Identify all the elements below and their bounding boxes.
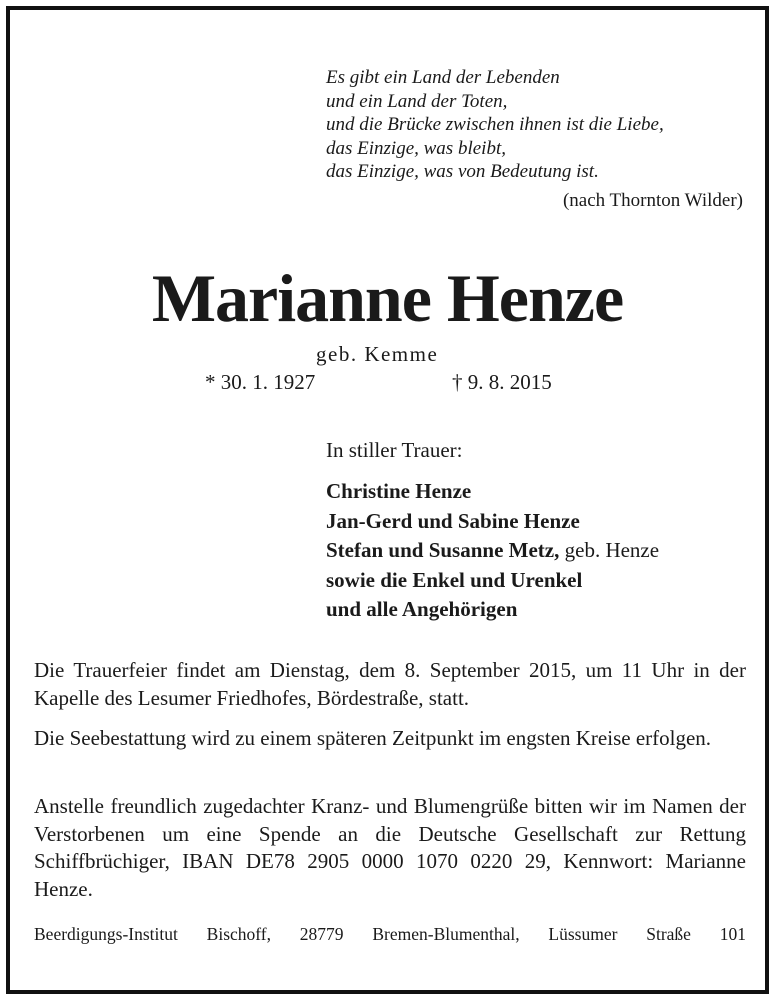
obituary-notice: [6, 6, 769, 994]
poem-quote: [326, 66, 746, 184]
donation-paragraph: Anstelle freundlich zugedachter Kranz- und Blumengrüße bitten wir im Namen der Verstorbenen um eine Spende an die Deutsche Gesellschaft zur Rettung Schiffbrüchiger, IBAN DE78 2905 0000 1070 0220 29, Kennwort: Marianne Henze.: [34, 794, 746, 901]
quote-line: und ein Land der Toten,: [326, 90, 508, 112]
deceased-name: Marianne Henze: [151, 260, 624, 336]
mourning-intro: In stiller Trauer:: [326, 438, 463, 462]
quote-line: das Einzige, was von Bedeutung ist.: [326, 161, 599, 182]
mourners-list: [326, 477, 659, 625]
quote-attribution: (nach Thornton Wilder): [562, 190, 743, 211]
maiden-name: geb. Kemme: [316, 342, 439, 366]
mourner-line: Jan-Gerd und Sabine Henze: [326, 508, 580, 533]
sea-burial-paragraph: Die Seebestattung wird zu einem späteren Zeitpunkt im engsten Kreise erfolgen.: [34, 726, 712, 750]
quote-line: und die Brücke zwischen ihnen ist die Liebe,: [326, 114, 664, 135]
mourner-line: Christine Henze: [326, 479, 472, 503]
mourner-line: und alle Angehörigen: [326, 597, 518, 621]
quote-line: Es gibt ein Land der Lebenden: [326, 67, 560, 88]
mourner-line: sowie die Enkel und Urenkel: [326, 567, 583, 592]
funeral-home-footer: Beerdigungs-Institut Bischoff, 28779 Bremen-Blumenthal, Lüssumer Straße 101: [34, 924, 746, 944]
funeral-service-paragraph: Die Trauerfeier findet am Dienstag, dem 8. September 2015, um 11 Uhr in der Kapelle des Lesumer Friedhofes, Bördestraße, statt.: [34, 658, 746, 710]
birth-date: * 30. 1. 1927: [205, 370, 316, 394]
death-date: † 9. 8. 2015: [452, 370, 552, 394]
mourner-line: Stefan und Susanne Metz, geb. Henze: [326, 538, 660, 562]
quote-line: das Einzige, was bleibt,: [326, 137, 506, 159]
